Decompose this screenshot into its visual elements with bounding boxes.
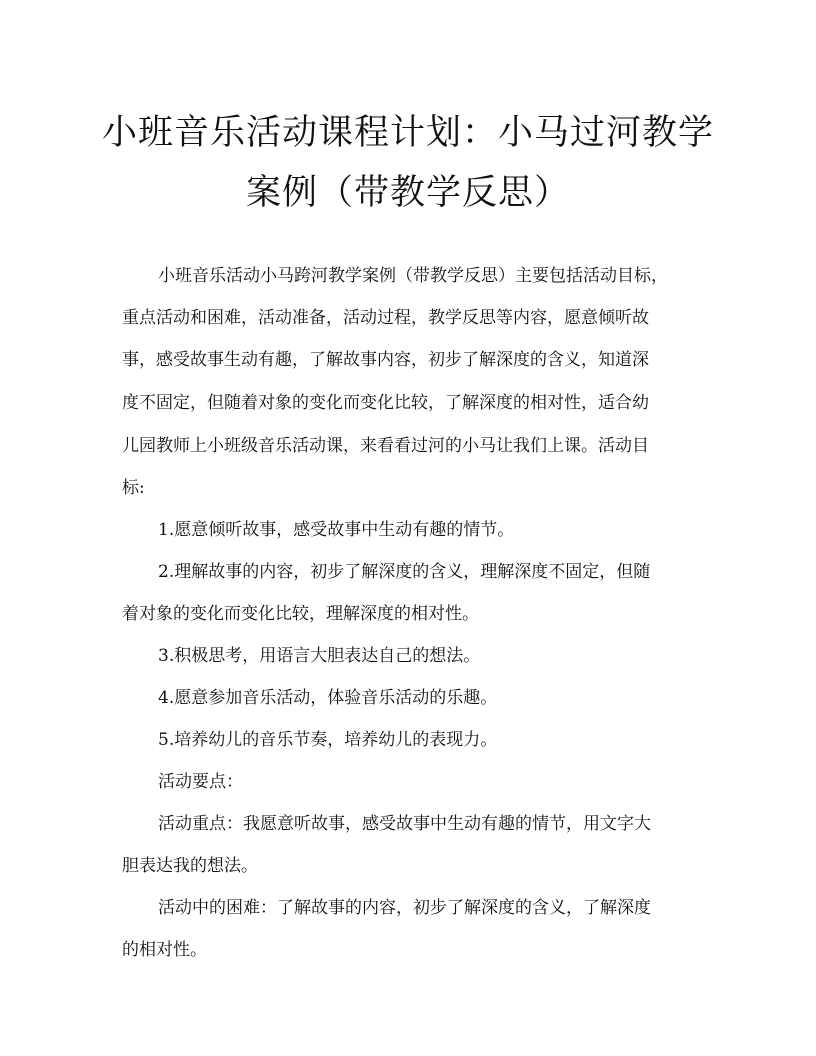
goal-item-2-continued: 着对象的变化而变化比较，理解深度的相对性。 xyxy=(122,604,479,624)
document-title-line-2: 案例（带教学反思） xyxy=(245,173,570,213)
intro-line: 度不固定，但随着对象的变化而变化比较，了解深度的相对性，适合幼 xyxy=(122,393,649,413)
goal-item-2: 2.理解故事的内容，初步了解深度的含义，理解深度不固定，但随 xyxy=(158,562,651,582)
difficulty-line: 活动中的困难：了解故事的内容，初步了解深度的含义，了解深度 xyxy=(158,898,651,918)
goal-item-4: 4.愿意参加音乐活动，体验音乐活动的乐趣。 xyxy=(158,688,498,708)
intro-line: 儿园教师上小班级音乐活动课，来看看过河的小马让我们上课。活动目 xyxy=(122,436,649,456)
intro-line: 事，感受故事生动有趣，了解故事内容，初步了解深度的含义，知道深 xyxy=(122,350,649,370)
intro-line: 重点活动和困难，活动准备，活动过程，教学反思等内容，愿意倾听故 xyxy=(122,308,649,328)
difficulty-line: 的相对性。 xyxy=(122,940,207,960)
key-points-heading: 活动要点： xyxy=(158,772,243,792)
intro-line: 小班音乐活动小马跨河教学案例（带教学反思）主要包括活动目标， xyxy=(158,266,668,286)
goal-item-5: 5.培养幼儿的音乐节奏，培养幼儿的表现力。 xyxy=(158,730,498,750)
goal-item-1: 1.愿意倾听故事，感受故事中生动有趣的情节。 xyxy=(158,520,515,540)
key-point-line: 胆表达我的想法。 xyxy=(122,856,258,876)
document-title-line-1: 小班音乐活动课程计划：小马过河教学 xyxy=(101,113,714,153)
goal-item-3: 3.积极思考，用语言大胆表达自己的想法。 xyxy=(158,646,481,666)
intro-line: 标: xyxy=(122,478,145,498)
key-point-line: 活动重点：我愿意听故事，感受故事中生动有趣的情节，用文字大 xyxy=(158,814,651,834)
